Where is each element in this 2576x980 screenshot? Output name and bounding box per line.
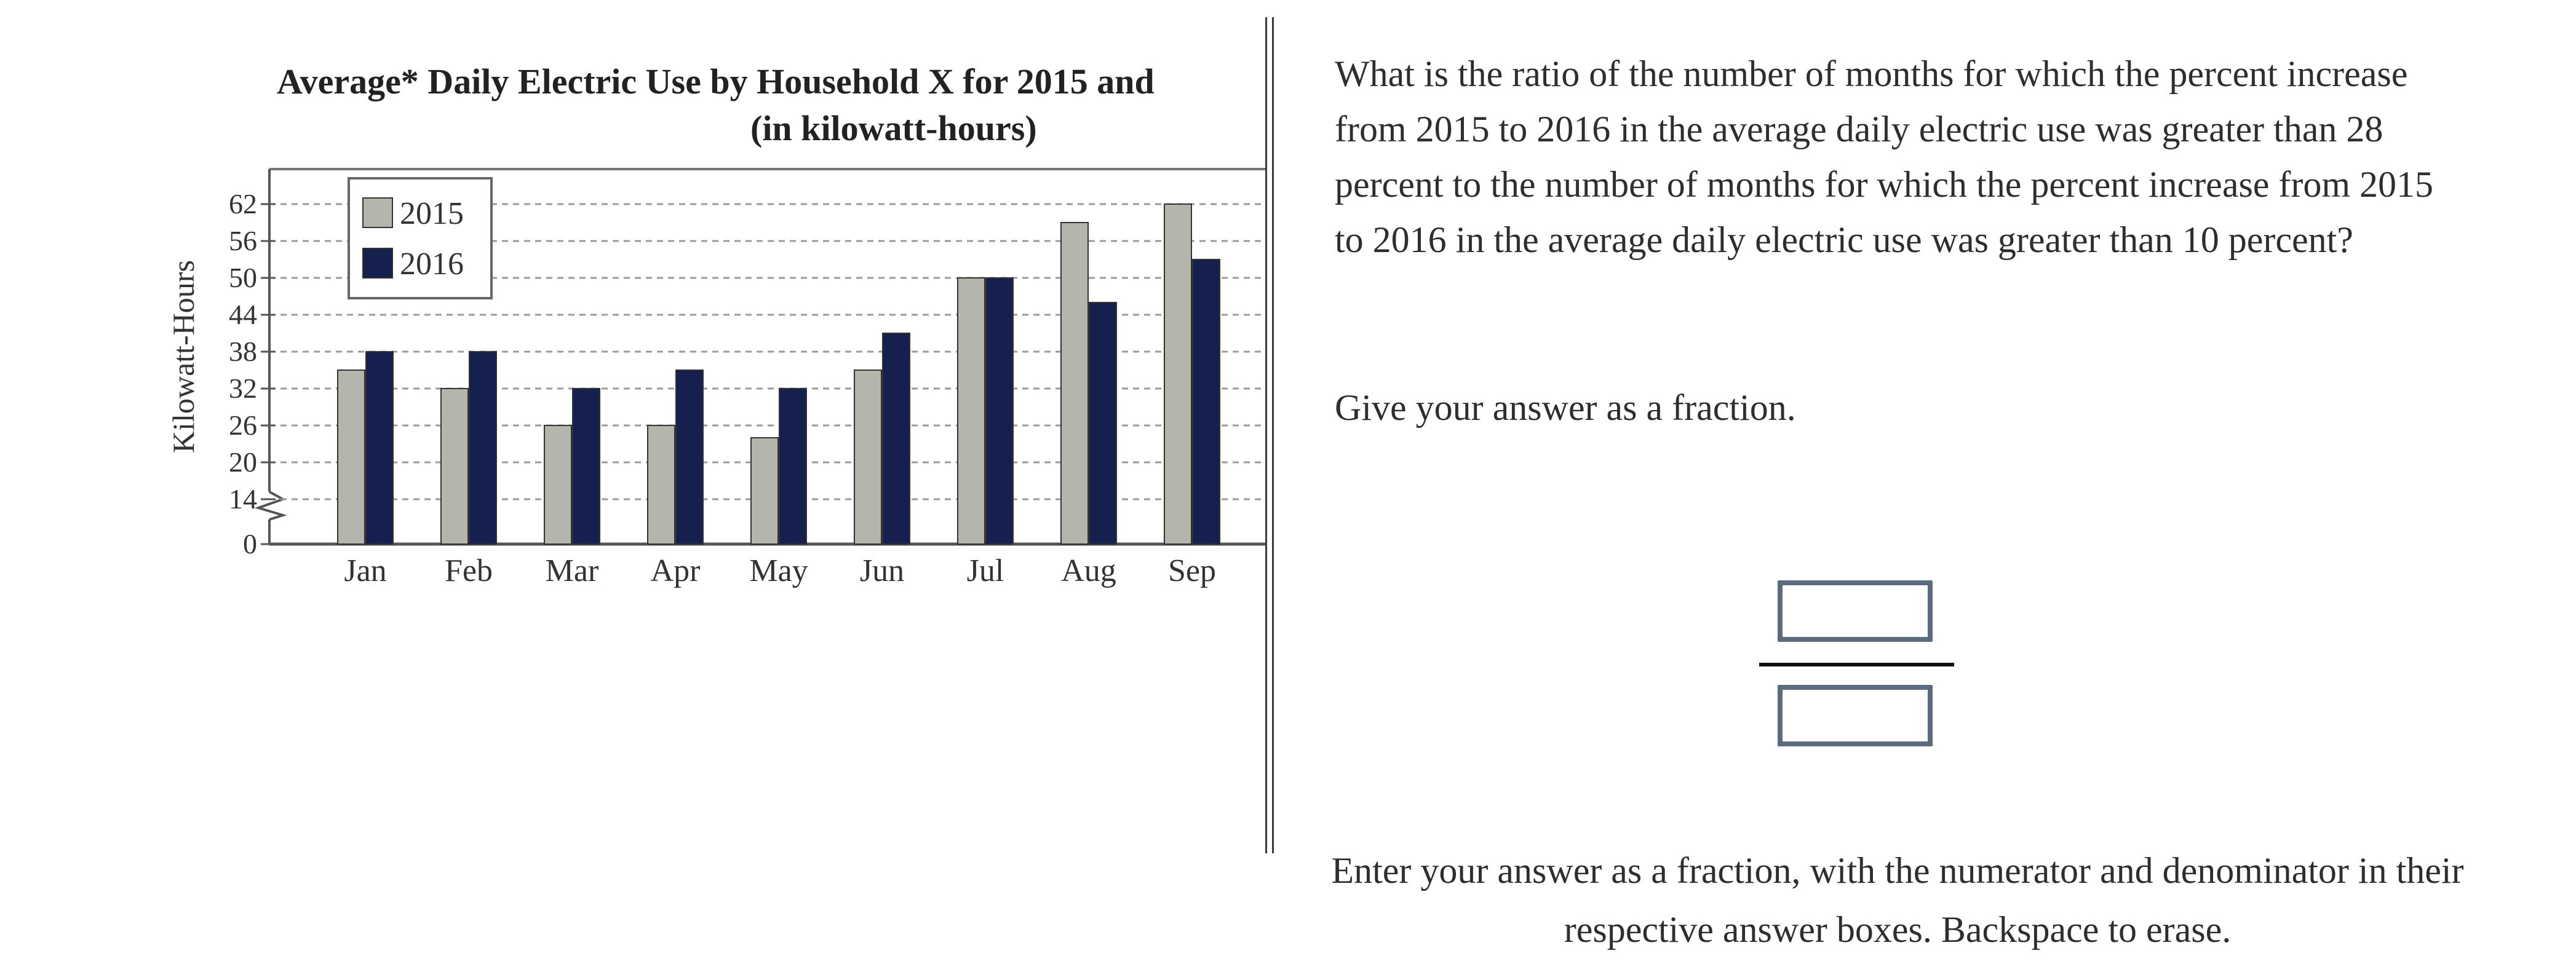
legend-swatch-2015 — [363, 198, 392, 227]
x-tick-label: Apr — [650, 553, 701, 588]
legend-label-2015: 2015 — [400, 196, 464, 231]
y-tick-label: 0 — [243, 528, 257, 559]
y-tick-label: 50 — [229, 262, 257, 293]
x-tick-label: Jan — [344, 553, 387, 588]
pane-divider — [1272, 17, 1274, 853]
question-text: What is the ratio of the number of months for which the percent increase from 2015 to 2016 in the average daily electric use was greater than 28 percent to the number of months for which the percent increase from 2015 to 2016 in the average daily electric use was greater than 10 percent? — [1335, 53, 2434, 260]
chart-title-line1: Average* Daily Electric Use by Household X for 2015 and — [277, 61, 1155, 101]
bar-2016-mar — [573, 389, 600, 544]
x-tick-label: Aug — [1061, 553, 1116, 588]
answer-format-instruction: Give your answer as a fraction. — [1335, 387, 1796, 428]
bar-2016-jul — [986, 278, 1013, 544]
y-tick-label: 44 — [229, 299, 257, 330]
bar-2015-apr — [648, 425, 675, 544]
y-tick-label: 38 — [229, 336, 257, 367]
denominator-input[interactable] — [1778, 685, 1933, 746]
y-axis-label: Kilowatt-Hours — [166, 260, 201, 453]
bar-2015-jul — [958, 278, 985, 544]
bar-2016-aug — [1089, 302, 1116, 544]
bar-2016-jun — [883, 333, 910, 544]
x-tick-label: Sep — [1168, 553, 1216, 588]
entry-instructions: Enter your answer as a fraction, with the numerator and denominator in their respective answer boxes. Backspace to erase. — [1331, 850, 2464, 950]
chart-title-line2: (in kilowatt-hours) — [750, 108, 1037, 148]
bar-2015-mar — [544, 425, 571, 544]
bar-2016-apr — [676, 370, 703, 544]
bar-2015-jan — [338, 370, 365, 544]
y-tick-label: 20 — [229, 446, 257, 478]
bar-2015-aug — [1061, 223, 1088, 544]
legend-swatch-2016 — [363, 248, 392, 278]
y-tick-label: 14 — [229, 483, 257, 515]
fraction-bar — [1759, 663, 1954, 666]
x-tick-label: Feb — [445, 553, 493, 588]
bar-2016-may — [779, 389, 806, 544]
y-tick-label: 26 — [229, 409, 257, 441]
axis-break-mark — [258, 492, 283, 520]
x-tick-label: Jul — [966, 553, 1004, 588]
bar-2015-jun — [854, 370, 881, 544]
bar-2016-sep — [1193, 259, 1220, 544]
bar-chart — [0, 0, 1266, 980]
bar-2016-jan — [366, 352, 393, 544]
numerator-input[interactable] — [1778, 580, 1933, 642]
x-tick-label: Jun — [859, 553, 905, 588]
x-tick-label: May — [749, 553, 808, 588]
x-tick-label: Mar — [545, 553, 599, 588]
legend-label-2016: 2016 — [400, 247, 464, 282]
question-panel — [1289, 0, 2576, 980]
bar-2015-feb — [441, 389, 468, 544]
chart-panel — [0, 0, 1266, 980]
bar-2015-sep — [1164, 204, 1191, 544]
pane-divider — [1265, 17, 1267, 853]
y-tick-label: 56 — [229, 225, 257, 256]
y-tick-label: 62 — [229, 188, 257, 219]
y-tick-label: 32 — [229, 373, 257, 404]
bar-2015-may — [751, 438, 778, 544]
bar-2016-feb — [469, 352, 496, 544]
